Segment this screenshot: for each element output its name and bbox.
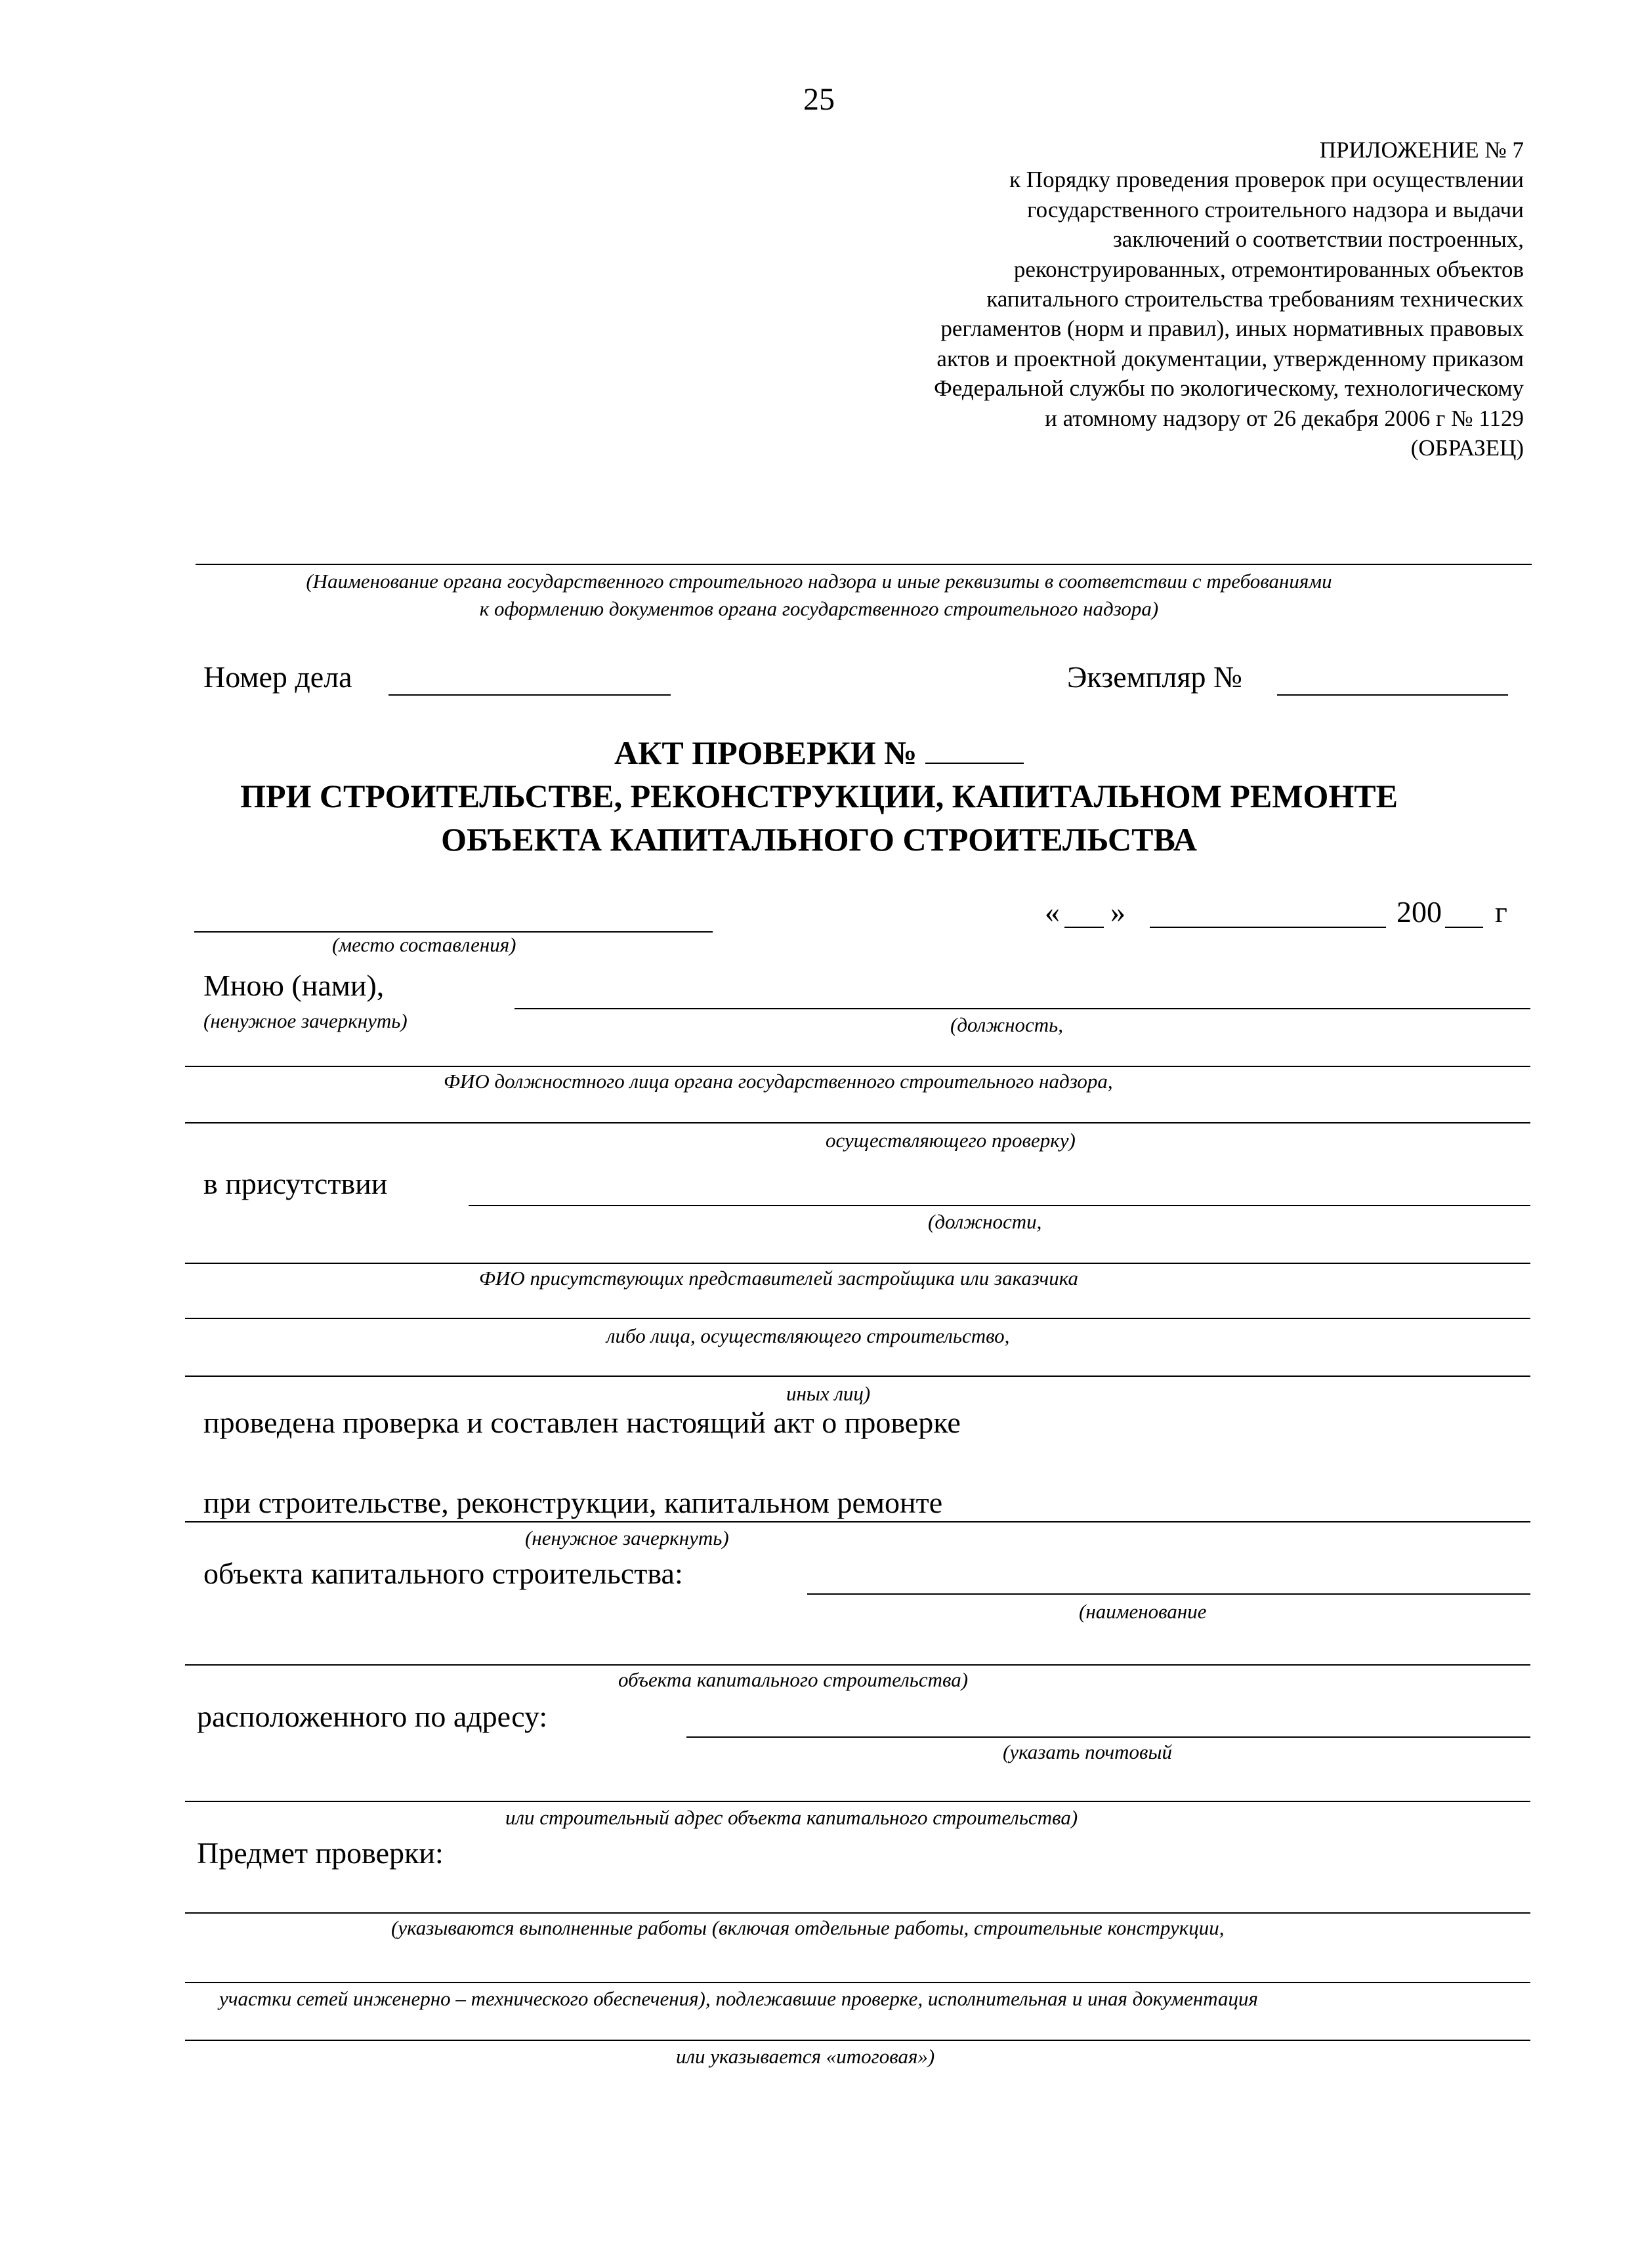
others-caption: иных лиц): [786, 1382, 871, 1405]
subject-line-2[interactable]: [185, 1982, 1530, 1983]
appendix-line: (ОБРАЗЕЦ): [1410, 435, 1524, 461]
copy-number-line[interactable]: [1277, 694, 1508, 696]
act-title-line1: АКТ ПРОВЕРКИ №: [614, 734, 917, 771]
final-caption: или указывается «итоговая»): [676, 2045, 935, 2068]
appendix-line: Федеральной службы по экологическому, технологическому: [934, 375, 1524, 402]
case-number-label: Номер дела: [203, 660, 352, 694]
object-caption: объекта капитального строительства): [618, 1668, 969, 1691]
place-caption: (место составления): [332, 933, 516, 956]
case-number-line[interactable]: [388, 694, 671, 696]
inspector-caption-2: осуществляющего проверку): [826, 1129, 1076, 1152]
page-number: 25: [803, 82, 835, 117]
appendix-line: ПРИЛОЖЕНИЕ № 7: [1319, 137, 1524, 163]
representatives-caption: ФИО присутствующих представителей застройщика или заказчика: [479, 1267, 1079, 1290]
representatives-line[interactable]: [185, 1263, 1530, 1264]
date-day-line[interactable]: [1064, 927, 1104, 928]
date-month-line[interactable]: [1150, 927, 1386, 928]
presence-position-line[interactable]: [469, 1205, 1530, 1206]
date-close-quote: »: [1110, 895, 1125, 929]
address-line[interactable]: [686, 1736, 1530, 1738]
appendix-line: к Порядку проведения проверок при осуществлении: [1009, 167, 1524, 193]
act-title-line2: ПРИ СТРОИТЕЛЬСТВЕ, РЕКОНСТРУКЦИИ, КАПИТАЛЬНОМ РЕМОНТЕ: [240, 778, 1398, 814]
address-caption: или строительный адрес объекта капитального строительства): [505, 1806, 1078, 1829]
others-line[interactable]: [185, 1376, 1530, 1377]
date-open-quote: «: [1045, 895, 1060, 929]
construction-line[interactable]: [185, 1521, 1530, 1522]
inspector-caption-1: ФИО должностного лица органа государственного строительного надзора,: [444, 1070, 1113, 1093]
appendix-line: регламентов (норм и правил), иных нормативных правовых: [940, 316, 1524, 342]
construction-text: при строительстве, реконструкции, капитальном ремонте: [203, 1486, 943, 1519]
position-line[interactable]: [514, 1008, 1530, 1009]
date-year-suffix: г: [1495, 895, 1507, 929]
appendix-line: и атомному надзору от 26 декабря 2006 г № 1129: [1045, 405, 1524, 431]
subject-line-3[interactable]: [185, 2040, 1530, 2041]
copy-number-label: Экземпляр №: [1067, 660, 1242, 694]
object-name-line[interactable]: [807, 1593, 1530, 1595]
date-year-line[interactable]: [1445, 927, 1483, 928]
positions-caption: (должности,: [928, 1210, 1042, 1233]
conducted-text: проведена проверка и составлен настоящий акт о проверке: [203, 1406, 961, 1439]
subject-label: Предмет проверки:: [197, 1836, 444, 1870]
networks-caption: участки сетей инженерно – технического обеспечения), подлежавшие проверке, исполнительная и иная документация: [219, 1987, 1258, 2010]
address-label: расположенного по адресу:: [197, 1700, 548, 1733]
by-me-label: Мною (нами),: [203, 969, 385, 1002]
presence-label: в присутствии: [203, 1167, 388, 1200]
position-caption: (должность,: [950, 1013, 1063, 1036]
builder-line[interactable]: [185, 1318, 1530, 1319]
appendix-line: актов и проектной документации, утвержденному приказом: [936, 345, 1524, 371]
authority-caption-1: (Наименование органа государственного строительного надзора и иные реквизиты в соответствии с требованиями: [306, 570, 1332, 593]
appendix-header: [605, 135, 1524, 463]
builder-caption: либо лица, осуществляющего строительство,: [606, 1324, 1010, 1347]
object-line-2[interactable]: [185, 1664, 1530, 1666]
appendix-line: реконструированных, отремонтированных объектов: [1013, 256, 1524, 282]
date-year-prefix: 200: [1396, 895, 1442, 929]
appendix-line: государственного строительного надзора и выдачи: [1027, 196, 1524, 222]
act-number-blank[interactable]: [925, 736, 1024, 764]
authority-caption-2: к оформлению документов органа государственного строительного надзора): [479, 597, 1159, 620]
act-title: [0, 731, 1638, 861]
subject-line-1[interactable]: [185, 1912, 1530, 1914]
authority-name-line[interactable]: [196, 564, 1532, 565]
inspector-line-1[interactable]: [185, 1066, 1530, 1067]
name-caption: (наименование: [1079, 1600, 1207, 1623]
inspector-line-2[interactable]: [185, 1122, 1530, 1124]
works-caption: (указываются выполненные работы (включая отдельные работы, строительные конструкции,: [391, 1916, 1225, 1939]
object-label: объекта капитального строительства:: [203, 1557, 683, 1590]
postal-caption: (указать почтовый: [1003, 1740, 1172, 1763]
appendix-line: заключений о соответствии построенных,: [1112, 226, 1524, 253]
address-line-2[interactable]: [185, 1801, 1530, 1802]
act-title-line3: ОБЪЕКТА КАПИТАЛЬНОГО СТРОИТЕЛЬСТВА: [441, 821, 1197, 858]
appendix-line: капитального строительства требованиям технических: [986, 286, 1524, 312]
strike-caption-2: (ненужное зачеркнуть): [525, 1526, 729, 1549]
strike-caption: (ненужное зачеркнуть): [203, 1009, 408, 1032]
